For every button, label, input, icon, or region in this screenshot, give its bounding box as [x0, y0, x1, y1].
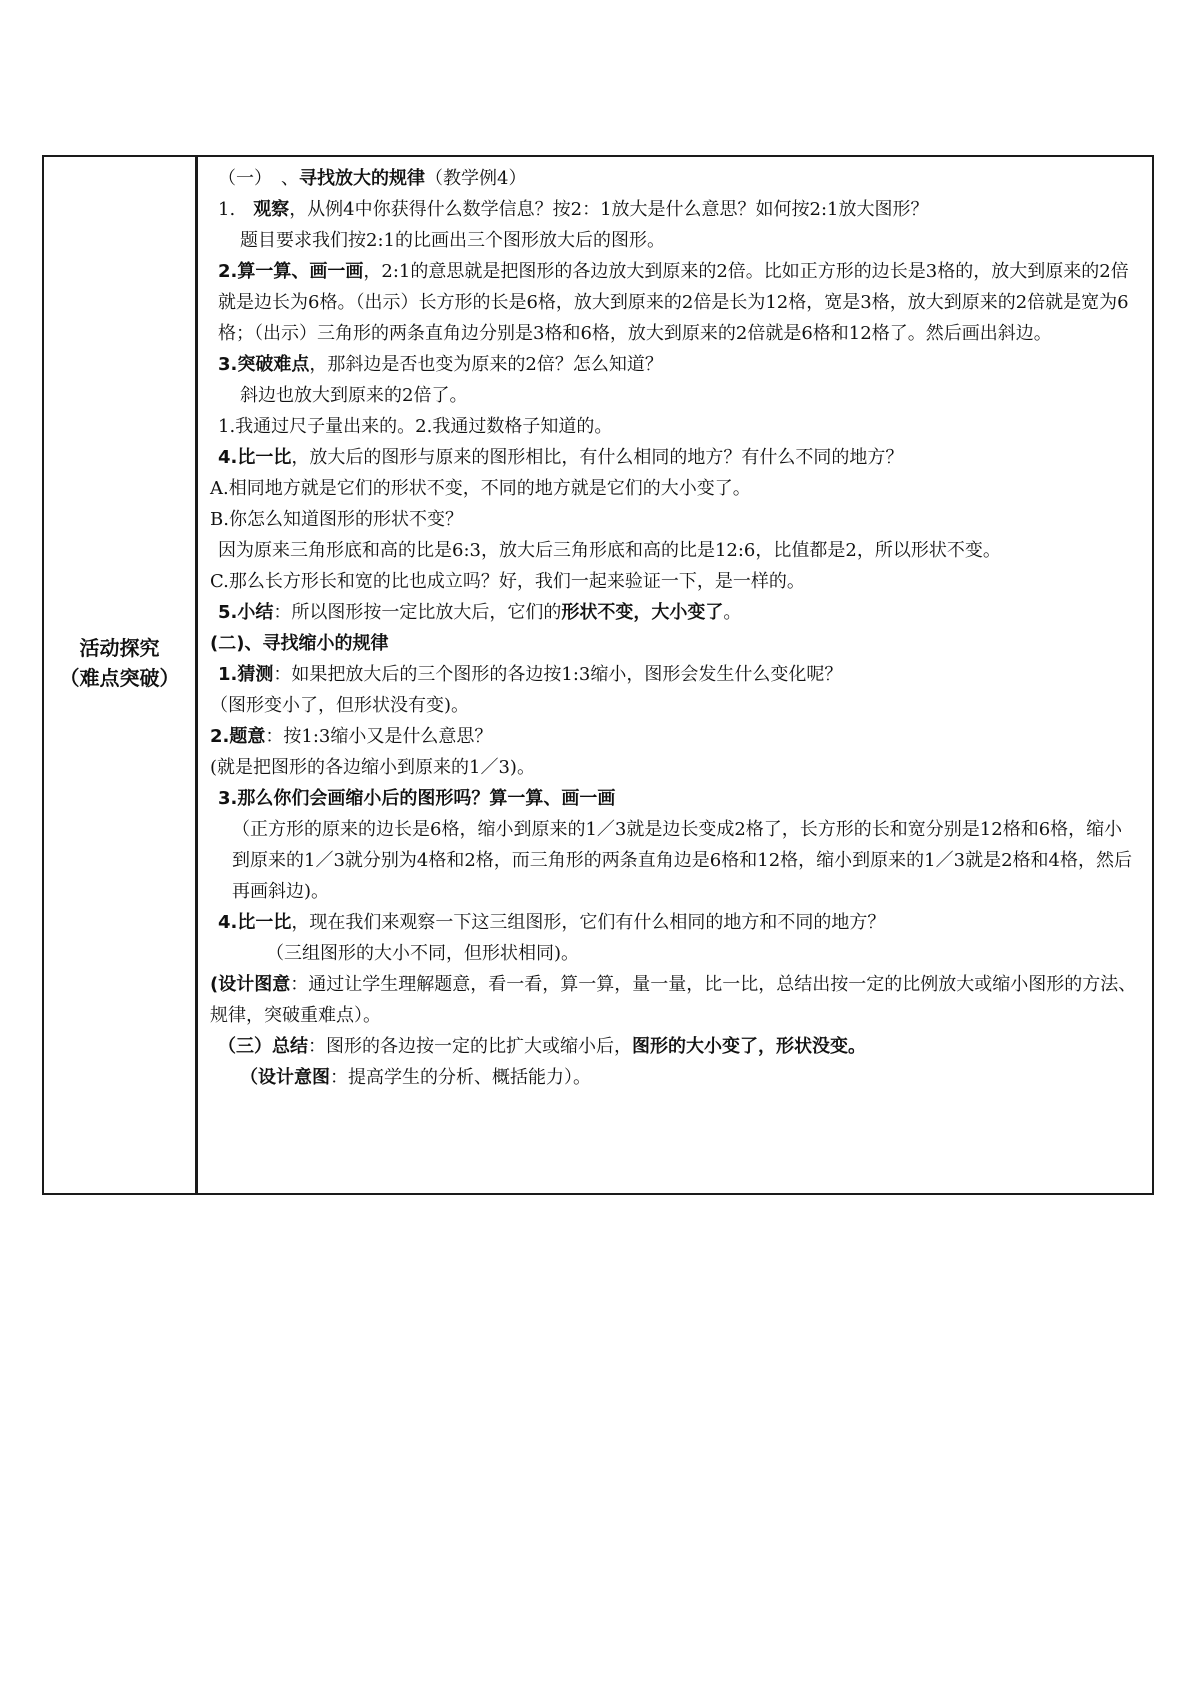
item-calc-draw: 2.算一算、画一画，2:1的意思就是把图形的各边放大到原来的2倍。比如正方形的边长是3格的，放大到原来的2倍就是边长为6格。（出示）长方形的长是6格，放大到原来的2倍是长为12格，宽是3格，放大到原来的2倍就是宽为6格；（出示）三角形的两条直角边分别是3格和6格，放大到原来的2倍就是6格和12格了。然后画出斜边。	[218, 261, 1129, 344]
item-observe: 1. 观察，从例4中你获得什么数学信息？按2：1放大是什么意思？如何按2:1放大图形？	[218, 199, 929, 220]
design-intent-2: （设计意图：提高学生的分析、概括能力）。	[240, 1067, 591, 1088]
row-content-cell	[198, 157, 1152, 1193]
row-label-line2: （难点突破）	[59, 666, 180, 690]
lesson-table	[42, 155, 1154, 1195]
item-guess: 1.猜测：如果把放大后的三个图形的各边按1:3缩小，图形会发生什么变化呢？	[218, 664, 843, 685]
meaning-answer: (就是把图形的各边缩小到原来的1／3)。	[210, 757, 535, 778]
compare-answer-b: 因为原来三角形底和高的比是6:3，放大后三角形底和高的比是12:6，比值都是2，所以形状不变。	[218, 540, 1001, 561]
section-2-heading: (二)、寻找缩小的规律	[210, 633, 389, 654]
item-compare: 4.比一比，放大后的图形与原来的图形相比，有什么相同的地方？有什么不同的地方？	[218, 447, 904, 468]
draw-smaller-answer: （正方形的原来的边长是6格，缩小到原来的1／3就是边长变成2格了，长方形的长和宽分别是12格和6格，缩小到原来的1／3就分别为4格和2格，而三角形的两条直角边是6格和12格，缩小到原来的1／3就是2格和4格，然后再画斜边)。	[232, 819, 1132, 902]
guess-answer: （图形变小了，但形状没有变)。	[210, 695, 470, 716]
item-draw-smaller: 3.那么你们会画缩小后的图形吗？算一算、画一画	[218, 788, 616, 809]
compare-question-b: B.你怎么知道图形的形状不变？	[210, 509, 463, 530]
item-summary: 5.小结：所以图形按一定比放大后，它们的形状不变，大小变了。	[218, 602, 742, 623]
compare-answer-a: A.相同地方就是它们的形状不变，不同的地方就是它们的大小变了。	[210, 478, 751, 499]
row-label-cell	[44, 157, 198, 1193]
section-1-heading: （一） 、寻找放大的规律（教学例4）	[218, 168, 527, 189]
compare-2-answer: （三组图形的大小不同，但形状相同)。	[266, 943, 580, 964]
item-meaning: 2.题意：按1:3缩小又是什么意思？	[210, 726, 493, 747]
breakthrough-answer: 斜边也放大到原来的2倍了。	[240, 385, 468, 406]
compare-question-c: C.那么长方形长和宽的比也成立吗？好，我们一起来验证一下，是一样的。	[210, 571, 805, 592]
breakthrough-methods: 1.我通过尺子量出来的。2.我通过数格子知道的。	[218, 416, 613, 437]
design-intent-1: (设计图意：通过让学生理解题意，看一看，算一算，量一量，比一比，总结出按一定的比例放大或缩小图形的方法、规律，突破重难点）。	[210, 974, 1137, 1026]
row-label-line1: 活动探究	[79, 636, 160, 660]
item-compare-2: 4.比一比，现在我们来观察一下这三组图形，它们有什么相同的地方和不同的地方？	[218, 912, 886, 933]
observe-answer: 题目要求我们按2:1的比画出三个图形放大后的图形。	[240, 230, 665, 251]
item-breakthrough: 3.突破难点，那斜边是否也变为原来的2倍？怎么知道？	[218, 354, 663, 375]
section-3-summary: （三）总结：图形的各边按一定的比扩大或缩小后，图形的大小变了，形状没变。	[218, 1036, 866, 1057]
